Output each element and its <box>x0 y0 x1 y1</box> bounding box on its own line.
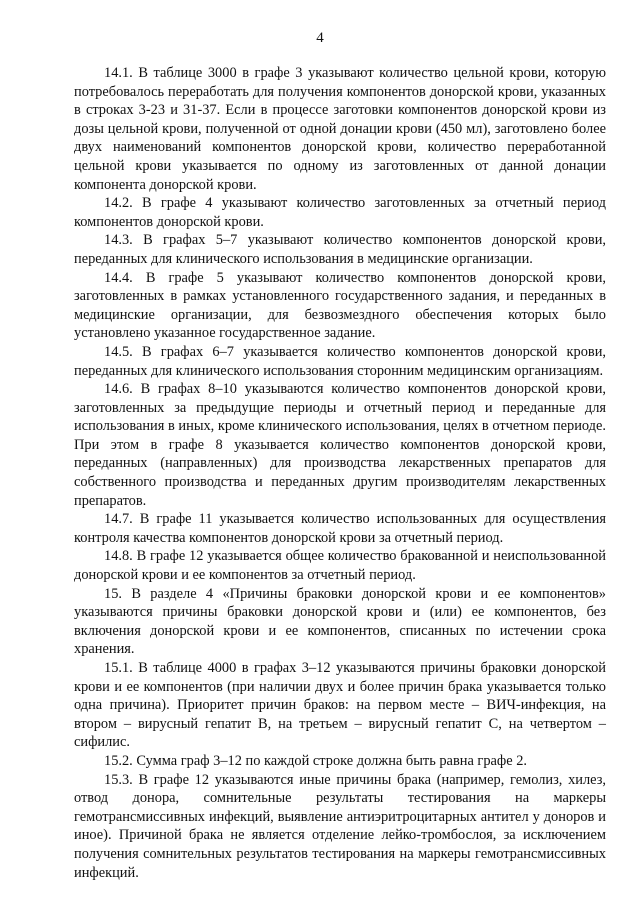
paragraph-14-4: 14.4. В графе 5 указывают количество компонентов донорской крови, заготовленных в рамках установленного государственного задания, и переданных в медицинские организации, для безвозмездного обеспечения которых было установлено указанное государственное задание. <box>74 269 606 342</box>
paragraph-14-3: 14.3. В графах 5–7 указывают количество компонентов донорской крови, переданных для клинического использования в медицинские организации. <box>74 232 606 267</box>
paragraph-14-1: 14.1. В таблице 3000 в графе 3 указывают количество цельной крови, которую потребовалось переработать для получения компонентов донорской крови, указанных в строках 3-23 и 31-37. Если в процессе заготовки компонентов донорской крови из дозы цельной крови, полученной от одной донации крови (450 мл), заготовлено более двух наименований компонентов донорской крови, количество переработанной цельной крови указывается по одному из заготовленных от данной донации компонента донорской крови. <box>74 65 606 193</box>
paragraph-14-8: 14.8. В графе 12 указывается общее количество бракованной и неиспользованной донорской крови и ее компонентов за отчетный период. <box>74 548 606 584</box>
paragraph-14-7: 14.7. В графе 11 указывается количество использованных для осуществления контроля качества компонентов донорской крови за отчетный период. <box>74 511 606 546</box>
document-body <box>74 64 606 882</box>
paragraph-14-2: 14.2. В графе 4 указывают количество заготовленных за отчетный период компонентов донорской крови. <box>74 195 606 230</box>
paragraph-15: 15. В разделе 4 «Причины браковки донорской крови и ее компонентов» указываются причины браковки донорской крови и (или) ее компонентов, без включения донорской крови и ее компонентов, списанных по истечении срока хранения. <box>74 585 606 658</box>
paragraph-14-5: 14.5. В графах 6–7 указывается количество компонентов донорской крови, переданных для клинического использования сторонним медицинским организациям. <box>74 343 606 379</box>
paragraph-14-6: 14.6. В графах 8–10 указываются количество компонентов донорской крови, заготовленных за предыдущие периоды и отчетный период и переданные для использования в иных, кроме клинического использования, целях в отчетном периоде. При этом в графе 8 указывается количество компонентов донорской крови, переданных (направленных) для производства лекарственных препаратов для собственного производства и переданных другим производителям лекарственных препаратов. <box>74 381 606 509</box>
page-number: 4 <box>316 30 324 46</box>
paragraph-15-1: 15.1. В таблице 4000 в графах 3–12 указываются причины браковки донорской крови и ее компонентов (при наличии двух и более причин брака указывается только одна причина). Приоритет причин браков: на первом месте – ВИЧ-инфекция, на втором – вирусный гепатит В, на третьем – вирусный гепатит С, на четвертом – сифилис. <box>74 660 606 751</box>
paragraph-15-2: 15.2. Сумма граф 3–12 по каждой строке должна быть равна графе 2. <box>104 752 528 769</box>
paragraph-15-3: 15.3. В графе 12 указываются иные причины брака (например, гемолиз, хилез, отвод донора, сомнительные результаты тестирования на маркеры гемотрансмиссивных инфекций, выявление антиэритроцитарных антител у доноров и иное). Причиной брака не является отделение лейко-тромбослоя, за исключением получения сомнительных результатов тестирования на маркеры гемотрансмиссивных инфекций. <box>74 771 606 881</box>
